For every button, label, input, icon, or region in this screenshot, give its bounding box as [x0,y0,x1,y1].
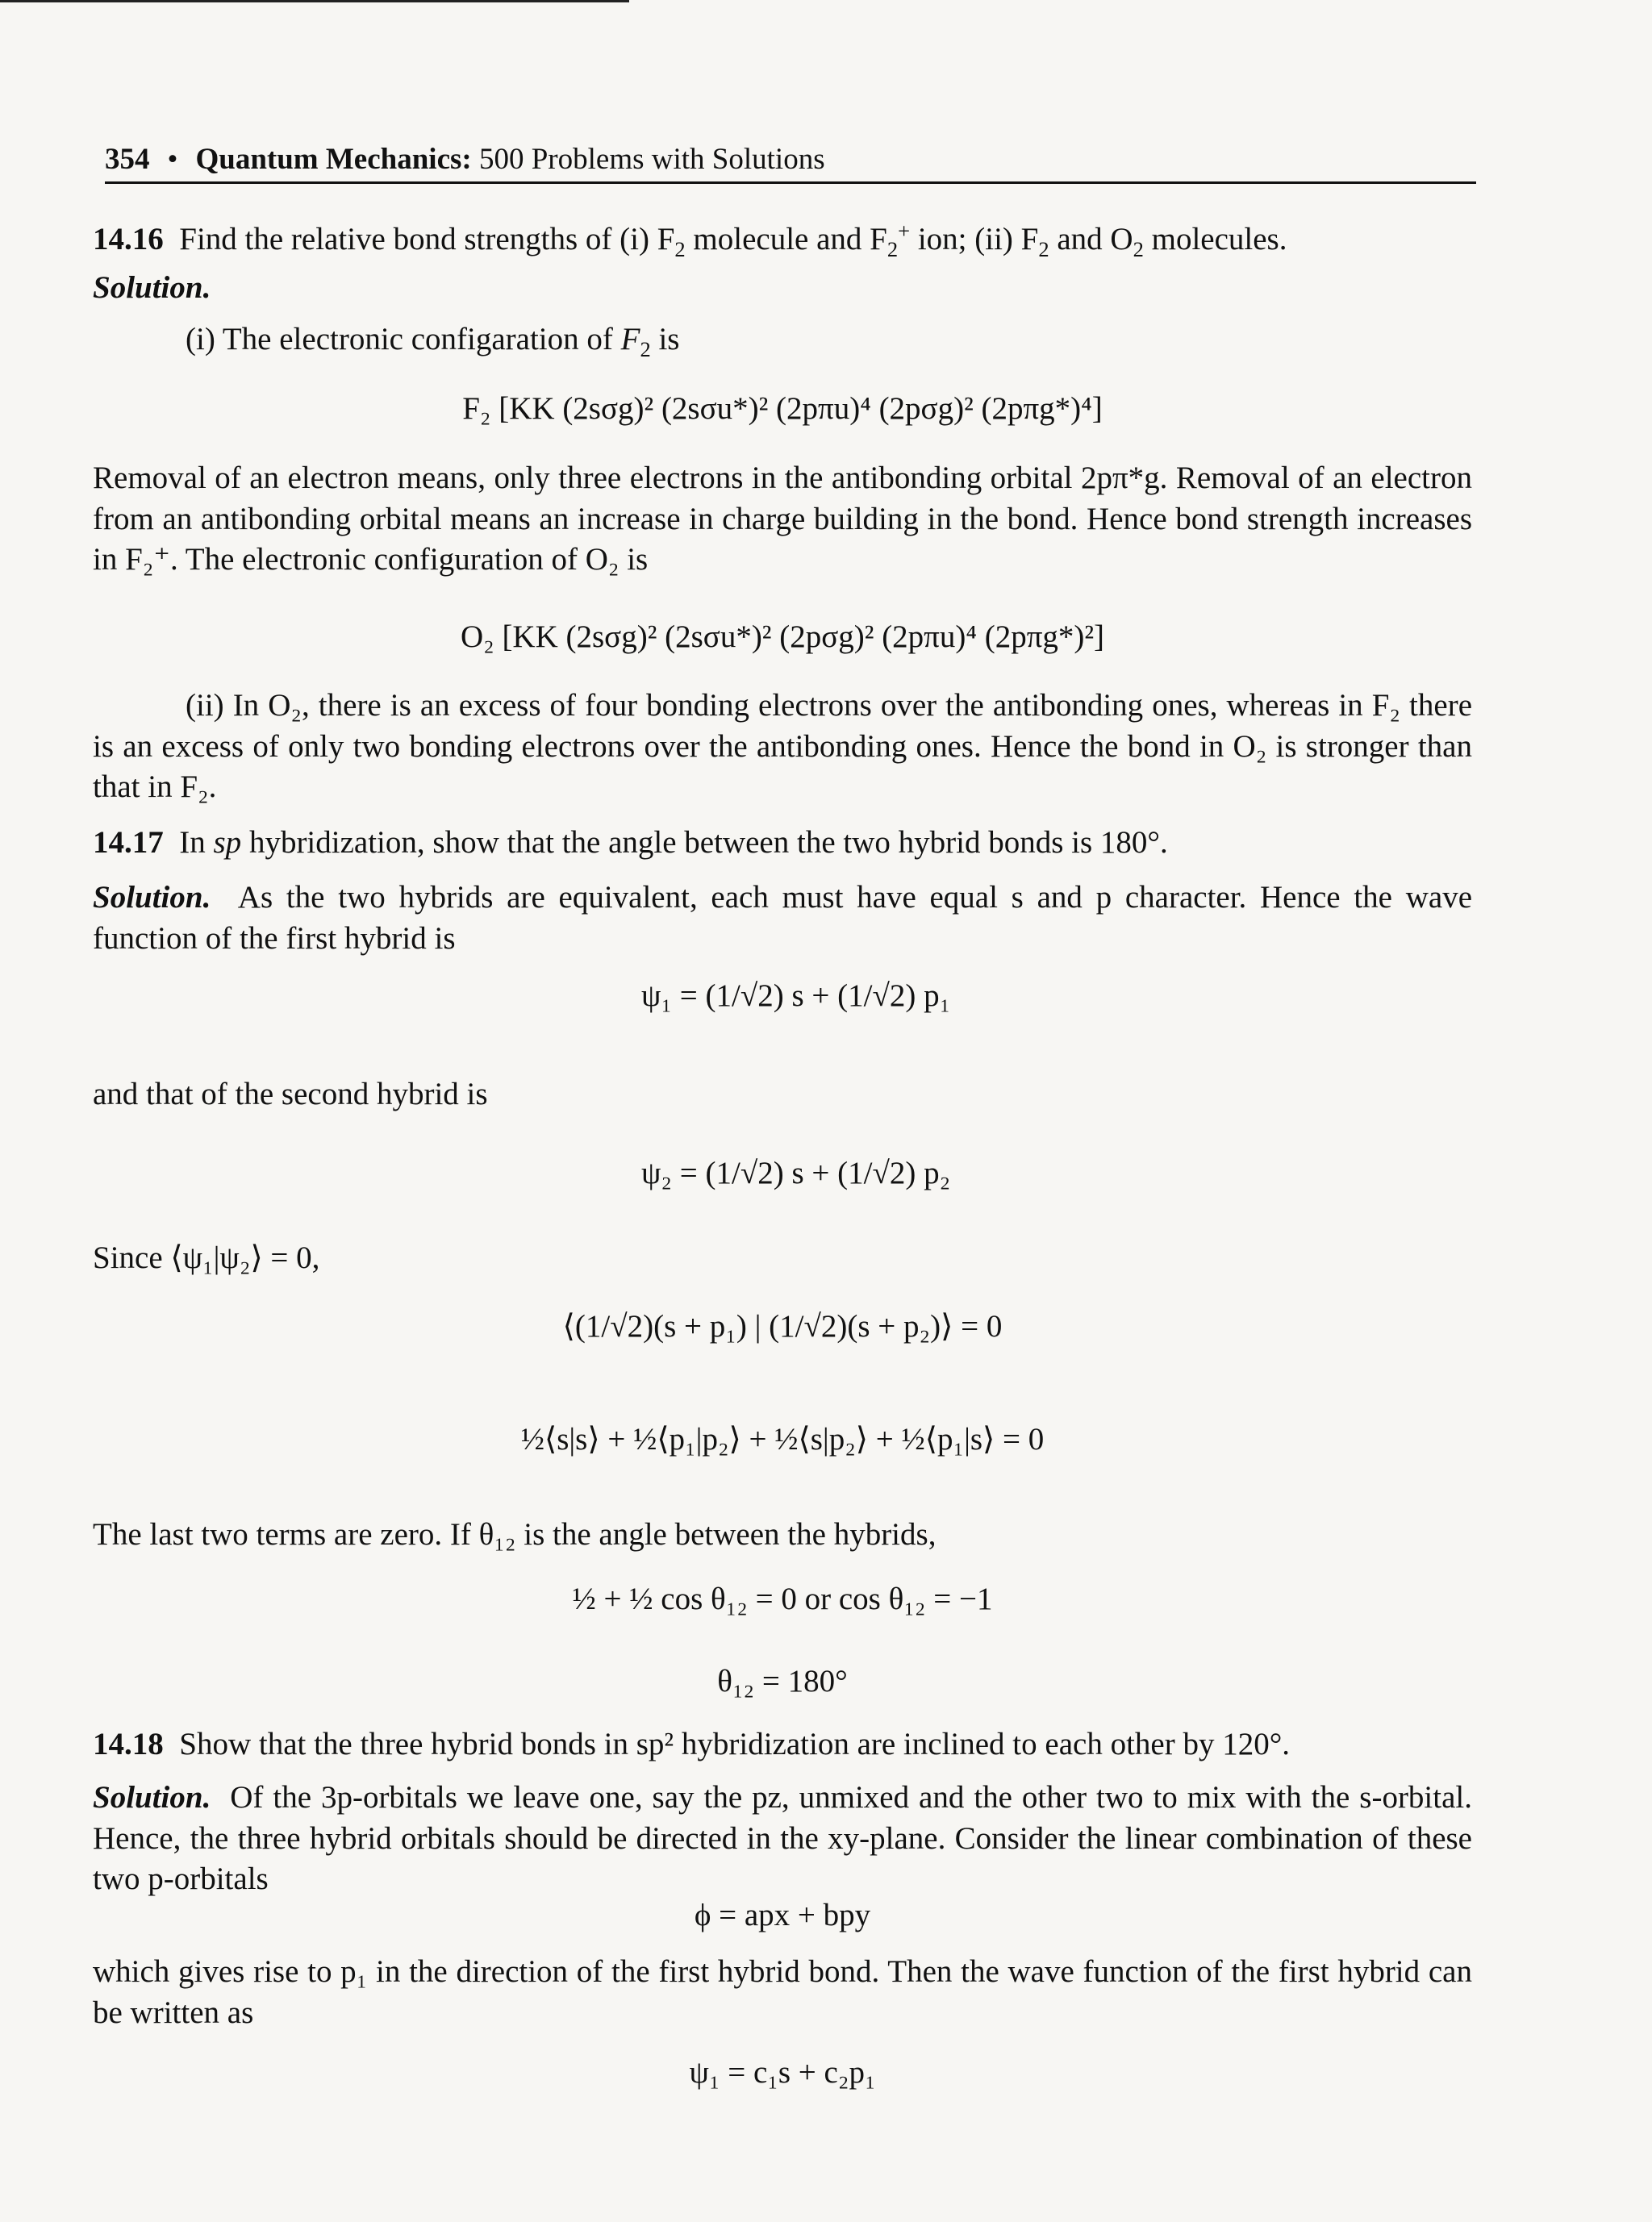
question-text: molecules. [1143,222,1287,256]
solution-14-17 [93,878,1472,959]
removal-paragraph: Removal of an electron means, only three electrons in the antibonding orbital 2pπ*g. Removal of an electron from an antibonding orbital means an increase in charge building in the bond. Hence bond strength increases in F₂⁺. The electronic configuration of O₂ is [93,461,1472,577]
expanded-equation: ½⟨s|s⟩ + ½⟨p₁|p₂⟩ + ½⟨s|p₂⟩ + ½⟨p₁|s⟩ = 0 [520,1422,1045,1457]
part-i-intro: (i) The electronic configaration of $F_2$ is [186,322,680,361]
cosine-equation: ½ + ½ cos θ₁₂ = 0 or cos θ₁₂ = −1 [572,1582,993,1616]
solution-label [93,268,1472,309]
psi1-equation: ψ₁ = (1/√2) s + (1/√2) p₁ [641,978,951,1013]
question-sp: sp [213,825,242,860]
o2-electron-config: O₂ [KK (2sσg)² (2sσu*)² (2pσg)² (2pπu)⁴ (2pπg*)²] [460,619,1105,654]
problem-number: 14.16 [93,222,164,256]
solution-14-18 [93,1778,1472,1900]
header-bullet: • [167,143,178,176]
problem-number: 14.17 [93,825,164,860]
question-text: molecule and F [685,222,887,256]
running-header [105,142,1476,184]
second-hybrid-text: and that of the second hybrid is [93,1077,488,1111]
phi-equation: ϕ = apx + bpy [694,1898,871,1932]
solution-label-text: Solution. [93,880,211,915]
question-text: hybridization, show that the angle between the two hybrid bonds is 180°. [248,825,1168,860]
solution-text: Of the 3p-orbitals we leave one, say the pz, unmixed and the other two to mix with the s-orbital. Hence, the three hybrid orbitals should be directed in the xy-plane. Consider the linear combination of these two p-orbitals [93,1780,1472,1897]
problem-14-17-statement [93,823,1472,864]
problem-14-18-statement [93,1724,1472,1766]
first-hybrid-text: which gives rise to p₁ in the direction of the first hybrid bond. Then the wave function of the first hybrid can be written as [93,1954,1472,2030]
question-text: and O [1049,222,1133,256]
book-subtitle: 500 Problems with Solutions [478,143,825,176]
problem-14-16-statement: 14.16 Find the relative bond strengths of (i) $F_2$ molecule and $F_2^+$ ion; (ii) $F_2$ and $O_2$ molecules. [93,219,1287,261]
question-text: Find the relative bond strengths of (i) F [179,222,675,256]
last-terms-text: The last two terms are zero. If θ₁₂ is the angle between the hybrids, [93,1517,937,1552]
part-i-text: (i) The electronic configaration of [186,322,613,356]
solution-label-text: Solution. [93,270,211,305]
part-ii-paragraph: (ii) In O₂, there is an excess of four bonding electrons over the antibonding ones, whereas in F₂ there is an excess of only two bonding electrons over the antibonding ones. Hence the bond in O₂ is stronger than that in F₂. [93,688,1472,805]
inner-product-equation: ⟨(1/√2)(s + p₁) | (1/√2)(s + p₂)⟩ = 0 [562,1309,1003,1344]
since-text: Since ⟨ψ₁|ψ₂⟩ = 0, [93,1240,320,1275]
problem-number: 14.18 [93,1727,164,1761]
solution-label-text: Solution. [93,1780,211,1815]
psi1-hybrid-equation: ψ₁ = c₁s + c₂p₁ [689,2055,876,2090]
theta-result: θ₁₂ = 180° [717,1664,848,1699]
book-title: Quantum Mechanics: [195,143,472,176]
question-text: Show that the three hybrid bonds in sp² hybridization are inclined to each other by 120°. [179,1727,1291,1761]
solution-text: As the two hybrids are equivalent, each must have equal s and p character. Hence the wave function of the first hybrid is [93,880,1472,956]
f2-electron-config: F₂ [KK (2sσg)² (2sσu*)² (2pπu)⁴ (2pσg)² (2pπg*)⁴] [462,391,1103,426]
top-rule [0,0,629,2]
question-text: In [179,825,206,860]
question-text: ion; (ii) F [910,222,1039,256]
page-number: 354 [105,143,150,176]
part-i-is: is [658,322,680,356]
psi2-equation: ψ₂ = (1/√2) s + (1/√2) p₂ [641,1156,951,1190]
